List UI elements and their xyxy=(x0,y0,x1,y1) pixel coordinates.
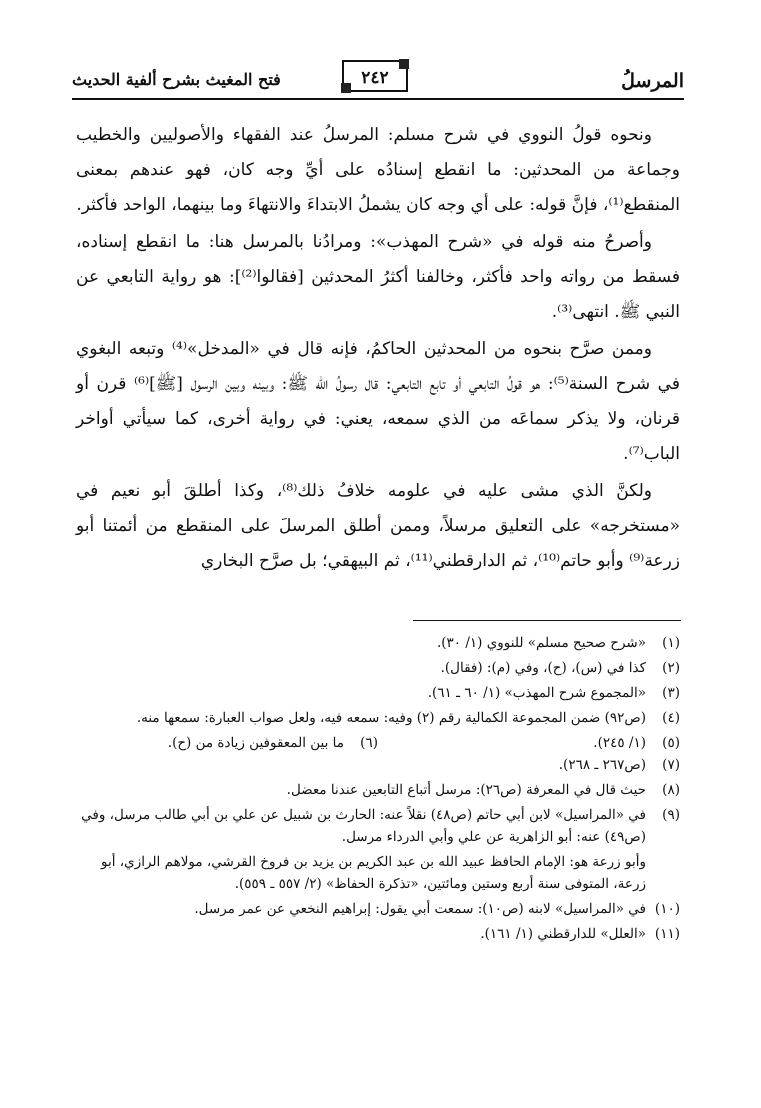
footnote-text: (ص٩٢) ضمن المجموعة الكمالية رقم (٢) وفيه: سمعه فيه، ولعل صواب العبارة: سمعها منه. xyxy=(136,710,646,726)
footnote-text: ما بين المعقوفين زيادة من (ح). xyxy=(167,735,344,751)
footnote xyxy=(76,898,680,920)
footnote xyxy=(76,732,378,754)
footnote-text: في «المراسيل» لابن أبي حاتم (ص٤٨) نقلاً عنه: الحارث بن شبيل عن علي بن أبي طالب مرسل، وفي (ص٤٩) عنه: أبو الزاهرية عن علي وأبي الدرداء مرسل. xyxy=(81,807,646,845)
footnote-text: في «المراسيل» لابنه (ص١٠): سمعت أبي يقول: إبراهيم النخعي عن عمر مرسل. xyxy=(194,901,646,917)
page-number-box xyxy=(342,60,408,92)
footnote-row xyxy=(76,732,680,754)
footnote-text: (١/ ٢٤٥). xyxy=(593,735,646,751)
footnotes xyxy=(76,632,680,948)
book-title: فتح المغيث بشرح ألفية الحديث xyxy=(72,70,281,89)
page-number: ٢٤٢ xyxy=(361,68,389,88)
footnote xyxy=(76,632,680,654)
paragraph: ولكنَّ الذي مشى عليه في علومه خلافُ ذلك⁽⁸⁾، وكذا أطلقَ أبو نعيم في «مستخرجه» على التعليق مرسلاً، وممن أطلق المرسلَ على المنقطع من أئمتنا أبو زرعة⁽⁹⁾ وأبو حاتم⁽¹⁰⁾، ثم الدارقطني⁽¹¹⁾، ثم البيهقي؛ بل صرَّح البخاري xyxy=(76,481,680,571)
footnote xyxy=(76,923,680,945)
section-title: المرسلُ xyxy=(621,70,684,92)
footnote-number: (١٠) xyxy=(654,901,680,917)
footnote xyxy=(76,804,680,848)
paragraph: وممن صرَّح بنحوه من المحدثين الحاكمُ، فإنه قال في «المدخل»⁽⁴⁾ وتبعه البغوي في شرح السنة⁽⁵⁾: هو قولُ التابعي أو تابع التابعي: قال رسولُ الله ﷺ: وبينه وبين الرسول [ﷺ]⁽⁶⁾ قرن أو قرنان، ولا يذكر سماعَه من الذي سمعه، يعني: في رواية أخرى، كما سيأتي أواخر الباب⁽⁷⁾. xyxy=(76,339,680,464)
footnote-number: (٢) xyxy=(662,660,680,676)
footnote-number: (١١) xyxy=(654,926,680,942)
footnote xyxy=(76,754,680,776)
footnote-text: (ص٢٦٧ ـ ٢٦٨). xyxy=(558,757,646,773)
page-header xyxy=(72,58,684,104)
footnote-text: «المجموع شرح المهذب» (١/ ٦٠ ـ ٦١). xyxy=(427,685,646,701)
header-rule xyxy=(72,98,684,100)
footnote xyxy=(76,707,680,729)
footnote-number: (٤) xyxy=(662,710,680,726)
footnote-separator xyxy=(413,620,681,621)
footnote-text: «شرح صحيح مسلم» للنووي (١/ ٣٠). xyxy=(436,635,646,651)
footnote-number: (٧) xyxy=(662,757,680,773)
footnote-text: حيث قال في المعرفة (ص٢٦): مرسل أتباع التابعين عندنا معضل. xyxy=(286,782,646,798)
footnote xyxy=(76,657,680,679)
footnote-number: (٥) xyxy=(662,735,680,751)
paragraph: وأصرحُ منه قوله في «شرح المهذب»: ومرادُنا بالمرسل هنا: ما انقطع إسناده، فسقط من رواته واحد فأكثر، وخالفنا أكثرُ المحدثين [فقالوا⁽²⁾]: هو رواية التابعي عن النبي ﷺ. انتهى⁽³⁾. xyxy=(76,232,680,322)
footnote-number: (٦) xyxy=(360,735,378,751)
footnote xyxy=(76,682,680,704)
footnote-number: (٣) xyxy=(662,685,680,701)
footnote xyxy=(76,779,680,801)
footnote-text: كذا في (س)، (ح)، وفي (م): (فقال). xyxy=(440,660,646,676)
footnote-continuation: وأبو زرعة هو: الإمام الحافظ عبيد الله بن عبد الكريم بن يزيد بن فروخ القرشي، مولاهم الرازي، أبو زرعة، المتوفى سنة أربع وستين ومائتين، «تذكرة الحفاظ» (٢/ ٥٥٧ ـ ٥٥٩). xyxy=(101,854,646,892)
footnote xyxy=(378,732,680,754)
footnote-number: (٨) xyxy=(662,782,680,798)
footnote-number: (٩) xyxy=(662,807,680,823)
main-text xyxy=(76,118,680,581)
paragraph: ونحوه قولُ النووي في شرح مسلم: المرسلُ عند الفقهاء والأصوليين والخطيب وجماعة من المحدثين: ما انقطع إسنادُه على أيِّ وجه كان، فهو عندهم بمعنى المنقطع⁽¹⁾، فإنَّ قوله: على أي وجه كان يشملُ الابتداءَ والانتهاءَ وما بينهما، الواحد فأكثر. xyxy=(76,125,680,215)
footnote-number: (١) xyxy=(662,635,680,651)
footnote-text: «العلل» للدارقطني (١/ ١٦١). xyxy=(480,926,646,942)
